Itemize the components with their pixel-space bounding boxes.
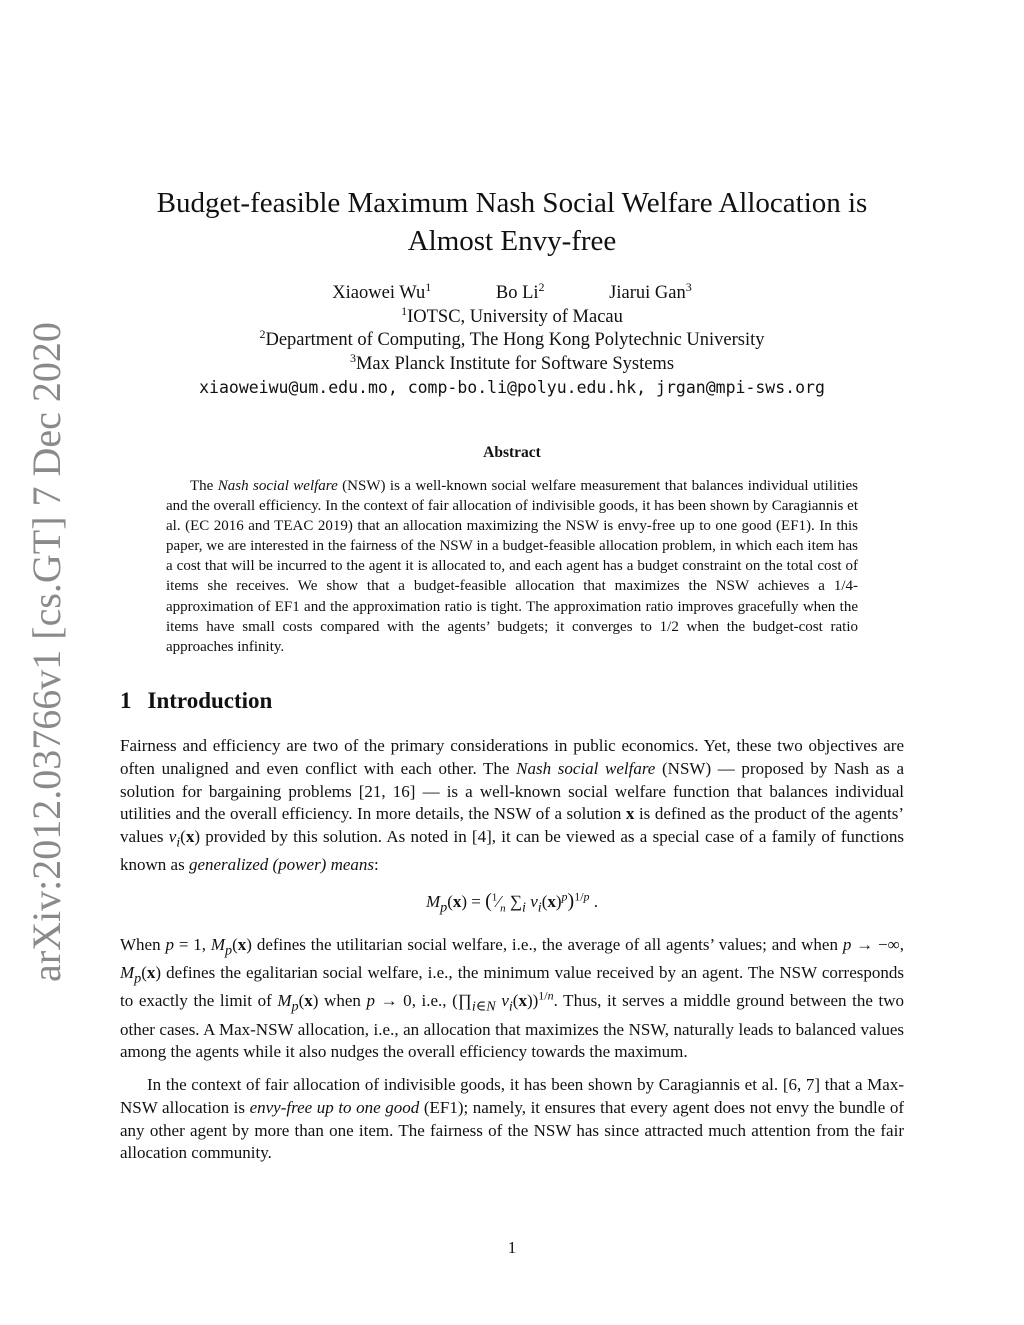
intro-paragraph-3: In the context of fair allocation of indivisible goods, it has been shown by Caragiannis et al. [6, 7] that a Max-NSW allocation is envy-free up to one good (EF1); namely, it ensures that every agent does not envy the bundle of any other agent by more than one item. The fairness of the NSW has since attracted much attention from the fair allocation community.: [120, 1075, 904, 1163]
section-heading: 1 Introduction: [120, 688, 273, 713]
affiliation: $^2$Department of Computing, The Hong Kong Polytechnic University: [259, 326, 765, 350]
page-number: 1: [507, 1238, 517, 1257]
affiliation: $^3$Max Planck Institute for Software Systems: [349, 350, 675, 374]
author: Jiarui Gan$^3$: [609, 279, 692, 303]
author-block: [120, 279, 904, 400]
author: Xiaowei Wu$^1$: [332, 279, 432, 303]
affiliation: $^1$IOTSC, University of Macau: [401, 303, 623, 327]
abstract-body: The Nash social welfare (NSW) is a well-known social welfare measurement that balances individual utilities and the overall efficiency. In the context of fair allocation of indivisible goods, it has been shown by Caragiannis et al. (EC 2016 and TEAC 2019) that an allocation maximizing the NSW is envy-free up to one good (EF1). In this paper, we are interested in the fairness of the NSW in a budget-feasible allocation problem, in which each item has a cost that will be incurred to the agent it is allocated to, and each agent has a budget constraint on the total cost of items she receives. We show that a budget-feasible allocation that maximizes the NSW achieves a 1/4-approximation of EF1 and the approximation ratio is tight. The approximation ratio improves gracefully when the items have small costs compared with the agents’ budgets; it converges to 1/2 when the budget-cost ratio approaches infinity.: [166, 478, 859, 655]
author: Bo Li$^2$: [495, 279, 545, 303]
arxiv-identifier: arXiv:2012.03766v1 [cs.GT] 7 Dec 2020: [24, 322, 69, 982]
paper-title: Budget-feasible Maximum Nash Social Welfare Allocation is Almost Envy-free: [156, 187, 868, 257]
author-names: [120, 279, 904, 306]
intro-paragraph-2: When p = 1, $M_p(x)$ defines the utilitarian social welfare, i.e., the average of all agents’ values; and when p → −∞, $M_p(x)$ defines the egalitarian social welfare, i.e., the minimum value received by an agent. The NSW corresponds to exactly the limit of $M_p(x)$ when p → 0, i.e., ($\prod_{i\in N}$ $v_i(x))^{1/n}$. Thus, it serves a middle ground between the two other cases. A Max-NSW allocation, i.e., an allocation that maximizes the NSW, naturally leads to balanced values among the agents while it also nudges the overall efficiency towards the maximum.: [120, 935, 905, 1062]
author-emails[interactable]: xiaoweiwu@um.edu.mo, comp-bo.li@polyu.edu.hk, jrgan@mpi-sws.org: [199, 378, 825, 397]
power-mean-equation: $M_p(x)$ = ($^1⁄_n$ $\sum_i$ $v_i(x)^p)^{1/p}$ .: [425, 889, 599, 916]
abstract-heading: Abstract: [483, 444, 541, 461]
intro-paragraph-1: Fairness and efficiency are two of the primary considerations in public economics. Yet, these two objectives are often unaligned and even conflict with each other. The Nash social welfare (NSW) — proposed by Nash as a solution for bargaining problems [21, 16] — is a well-known social welfare function that balances individual utilities and the overall efficiency. In more details, the NSW of a solution x is defined as the product of the agents’ values $v_i(x)$ provided by this solution. As noted in [4], it can be viewed as a special case of a family of functions known as generalized (power) means:: [120, 736, 905, 875]
